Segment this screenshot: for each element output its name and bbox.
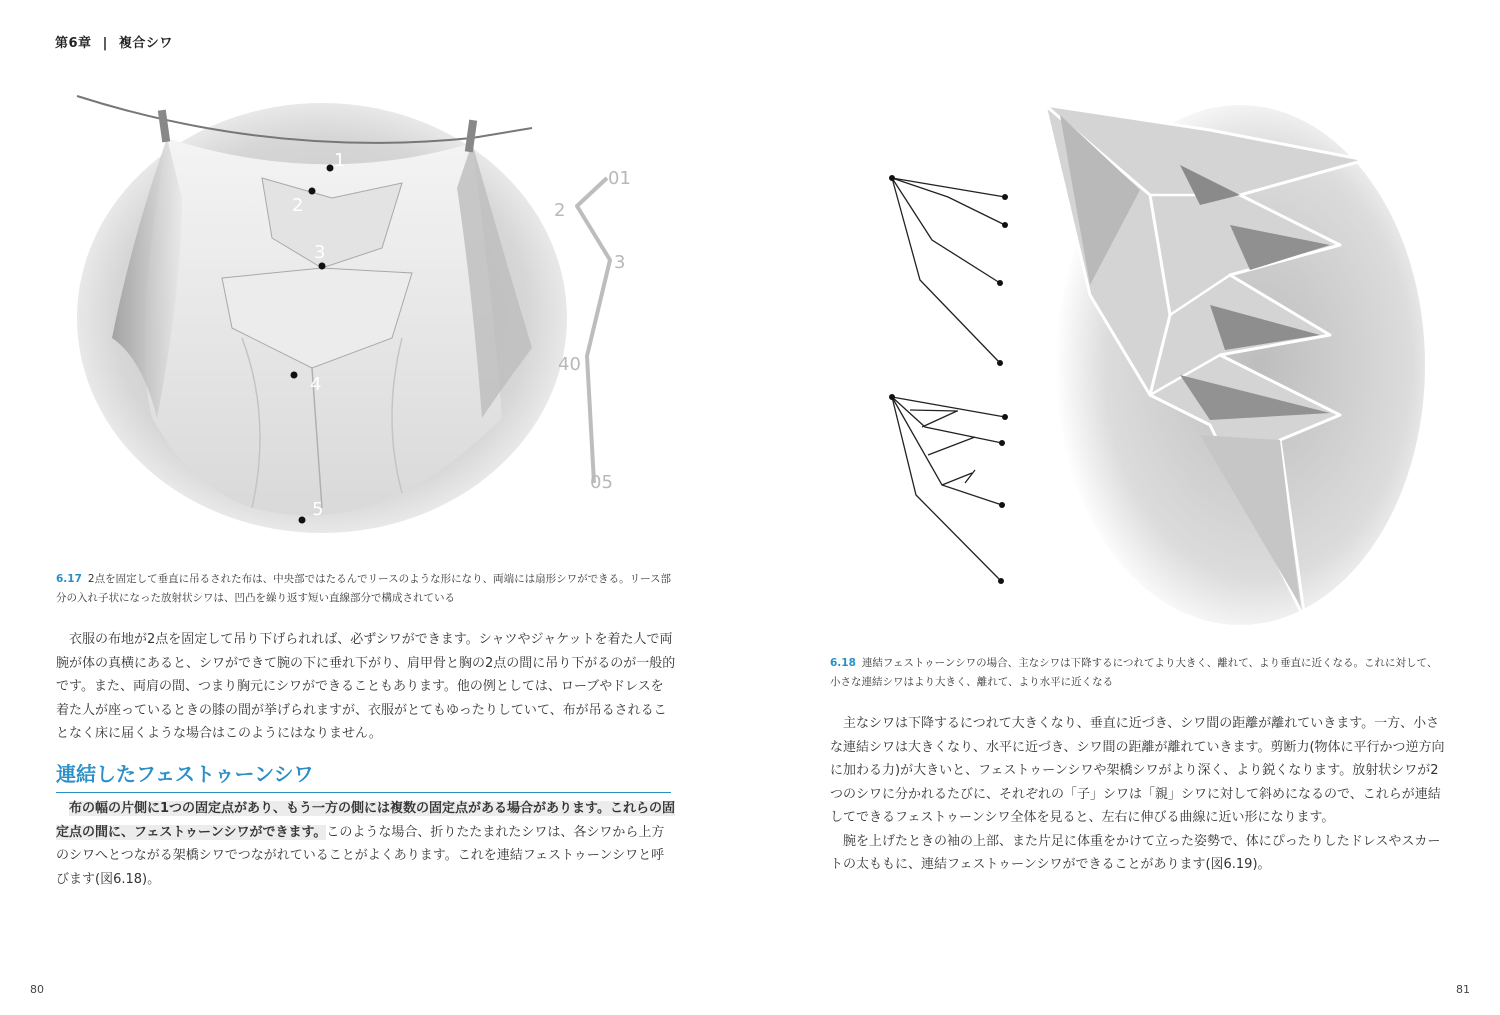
highlighted-text: 布の幅の片側に1つの固定点があり、もう一方の側には複数の固定点がある場合があります。これらの固定点の間に、フェストゥーンシワができます。 (56, 801, 676, 840)
page-number-left: 80 (30, 983, 44, 996)
schematic-label-3: 3 (614, 252, 626, 273)
page-number-right: 81 (1456, 983, 1470, 996)
schematic-label-01: 01 (608, 168, 631, 189)
section-paragraph (56, 797, 676, 891)
chapter-number: 第6章 (55, 36, 92, 51)
figure-6-18-illustration (1030, 95, 1430, 645)
fig17-label-4: 4 (310, 374, 322, 395)
paragraph-1: 主なシワは下降するにつれて大きくなり、垂直に近づき、シワ間の距離が離れていきます。一方、小さな連結シワは大きくなり、水平に近づき、シワ間の距離が離れていきます。剪断力(物体に平行かつ逆方向に加わる力)が大きいと、フェストゥーンシワや架橋シワがより深く、より鋭くなります。放射状シワが2つのシワに分かれるたびに、それぞれの「子」シワは「親」シワに対して斜めになるので、これらが連結してできるフェストゥーンシワ全体を見ると、左右に伸びる曲線に近い形になります。 (830, 716, 1445, 825)
fig17-label-1: 1 (334, 150, 346, 171)
schematic-label-2: 2 (554, 200, 566, 221)
caption-text: 2点を固定して垂直に吊るされた布は、中央部ではたるんでリースのような形になり、両端には扇形シワができる。リース部分の入れ子状になった放射状シワは、凹凸を繰り返す短い直線部分で構成されている (56, 573, 672, 604)
fig17-label-3: 3 (314, 242, 326, 263)
section-heading: 連結したフェストゥーンシワ (56, 758, 671, 793)
caption-6-18 (830, 654, 1446, 692)
figure-6-17-illustration (72, 88, 631, 538)
section-body (56, 797, 676, 891)
figure-6-18-diagram (880, 165, 1020, 595)
section-paragraph-rest: このような場合、折りたたまれたシワは、各シワから上方のシワへとつながる架橋シワでつながれていることがよくあります。これを連結フェストゥーンシワと呼びます(図6.18)。 (56, 824, 665, 887)
header-separator: | (102, 36, 108, 51)
fig17-schematic-labels (72, 88, 631, 538)
festoon-cloth-drawing (1030, 95, 1430, 645)
paragraph: 衣服の布地が2点を固定して吊り下げられれば、必ずシワができます。シャツやジャケットを着た人で両腕が体の真横にあると、シワができて腕の下に垂れ下がり、肩甲骨と胸の2点の間に吊り下がるのが一般的です。また、両肩の間、つまり胸元にシワができることもあります。他の例としては、ローブやドレスを着た人が座っているときの膝の間が挙げられますが、衣服がとてもゆったりしていて、布が吊るされることなく床に届くような場合はこのようにはなりません。 (56, 632, 676, 741)
caption-6-17 (56, 570, 676, 608)
running-header (55, 32, 173, 51)
schematic-label-05: 05 (590, 472, 613, 493)
schematic-label-40: 40 (558, 354, 581, 375)
festoon-line-diagram (880, 165, 1020, 595)
fig17-label-2: 2 (292, 195, 304, 216)
caption-text: 連結フェストゥーンシワの場合、主なシワは下降するにつれてより大きく、離れて、より垂直に近くなる。これに対して、小さな連結シワはより大きく、離れて、より水平に近くなる (830, 657, 1438, 688)
caption-number: 6.17 (56, 573, 82, 585)
left-body (56, 628, 676, 746)
right-body (830, 712, 1446, 877)
caption-number: 6.18 (830, 657, 856, 669)
fig17-label-5: 5 (312, 499, 324, 520)
chapter-title: 複合シワ (118, 36, 173, 51)
paragraph-2: 腕を上げたときの袖の上部、また片足に体重をかけて立った姿勢で、体にぴったりしたドレスやスカートの太ももに、連結フェストゥーンシワができることがあります(図6.19)。 (830, 833, 1441, 872)
